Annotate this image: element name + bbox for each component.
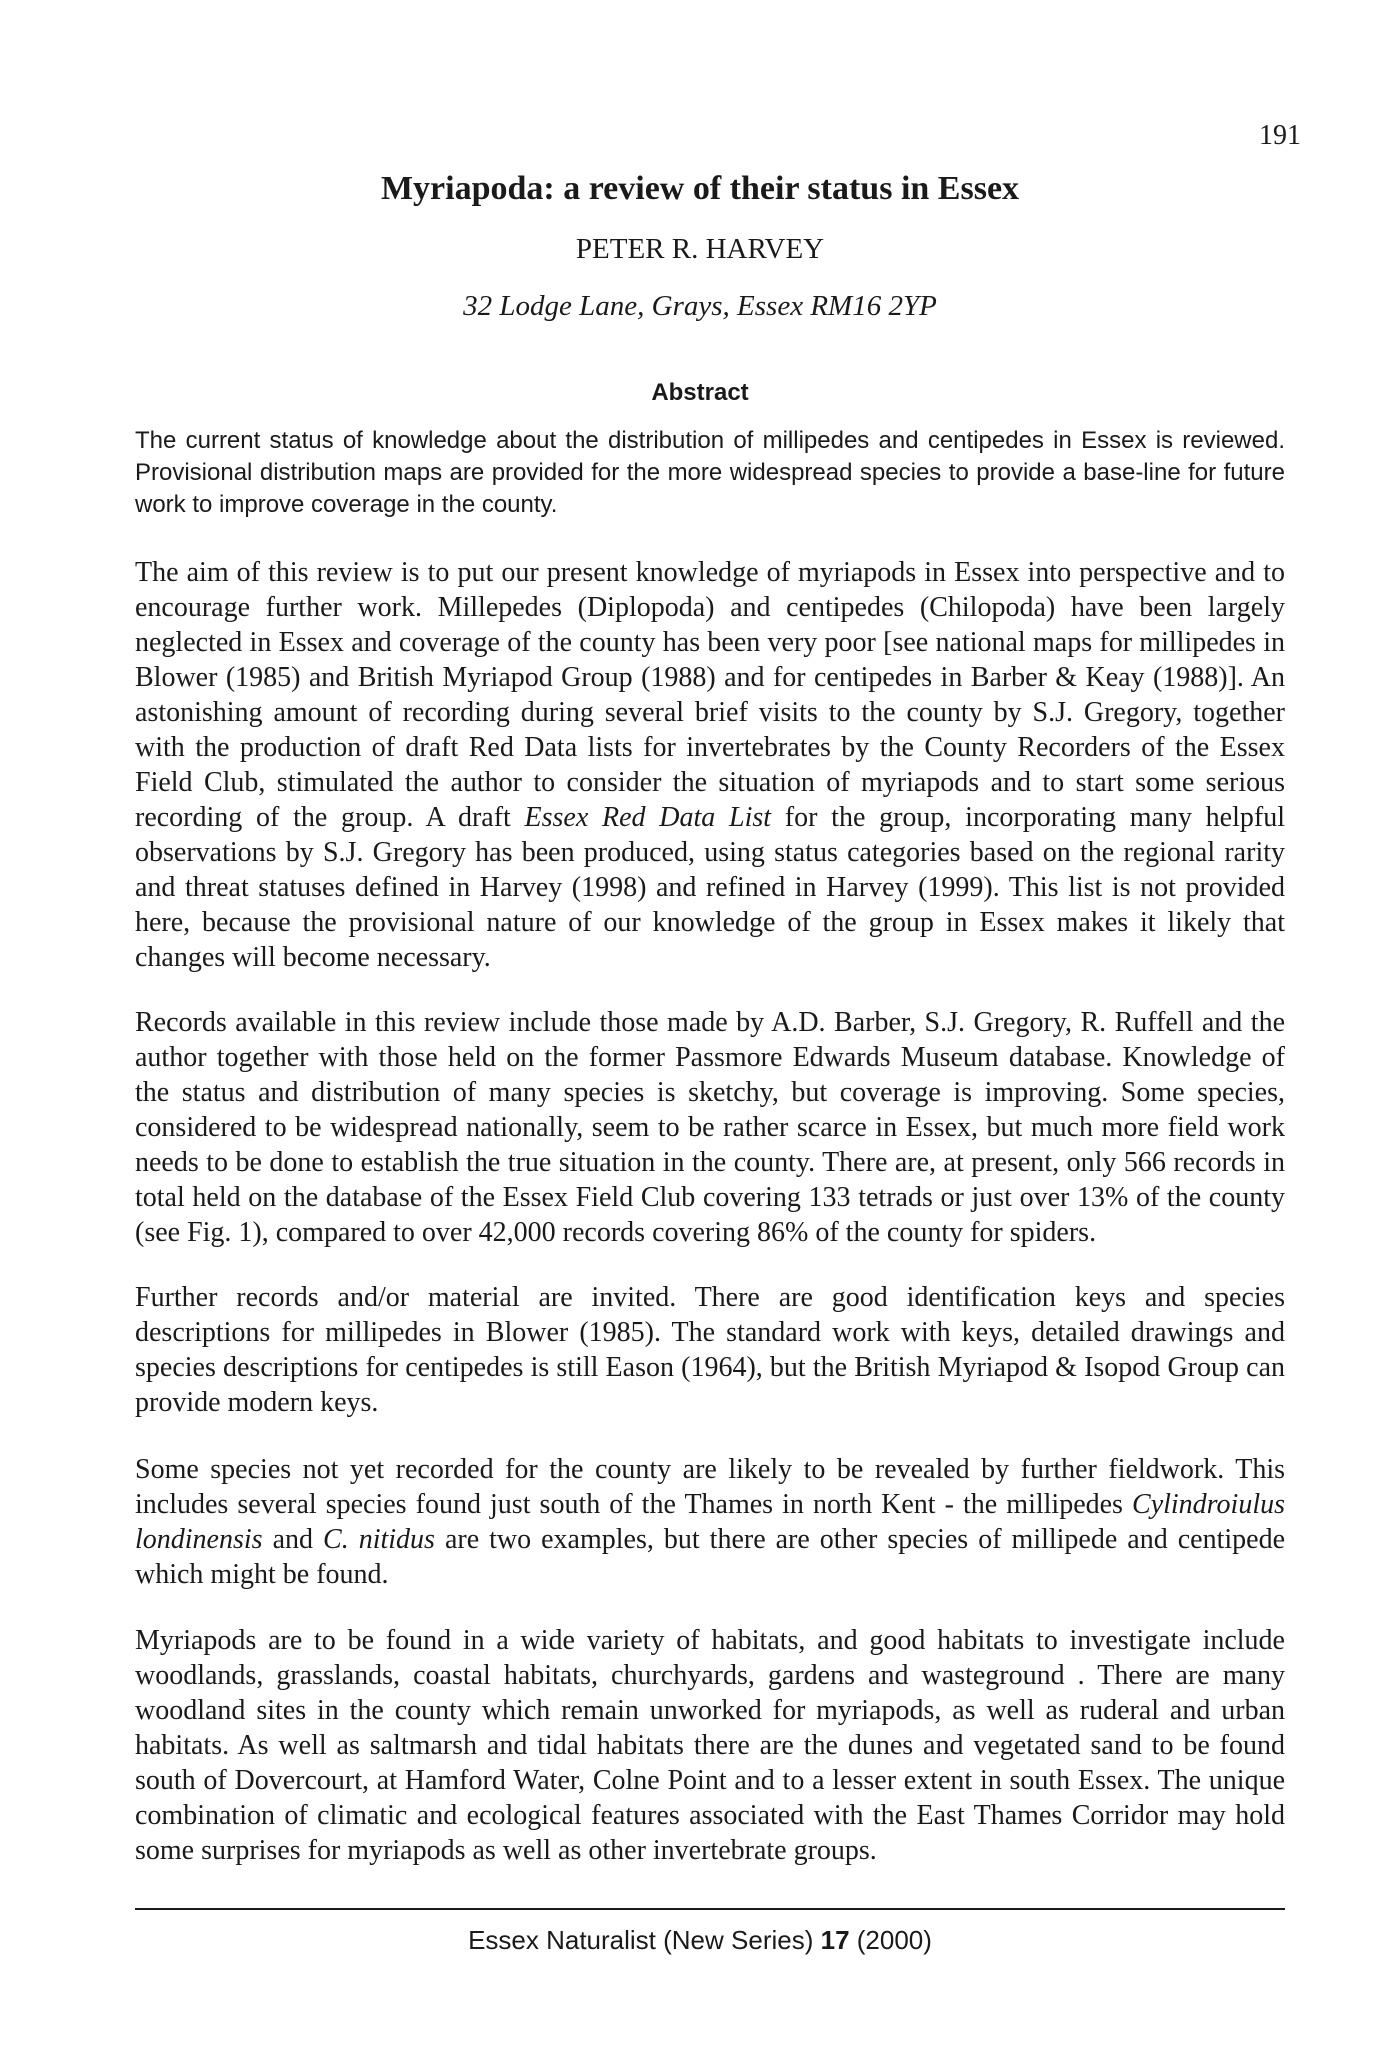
italic-title: Essex Red Data List [524,802,772,833]
abstract-heading: Abstract [651,379,749,406]
author-name: PETER R. HARVEY [575,233,825,265]
paragraph-text: and [262,1524,324,1555]
page-number: 191 [1259,120,1301,151]
author-address: 32 Lodge Lane, Grays, Essex RM16 2YP [463,290,937,322]
journal-year: (2000) [856,1925,932,1955]
body-paragraph-5: Myriapods are to be found in a wide variety of habitats, and good habitats to investigate include woodlands, grasslands, coastal habitats, churchyards, gardens and wasteground . There are many woodland sites in the county which remain unworked for myriapods, as well as ruderal and urban habitats. As well as saltmarsh and tidal habitats there are the dunes and vegetated sand to be found south of Dovercourt, at Hamford Water, Colne Point and to a lesser extent in south Essex. The unique combination of climatic and ecological features associated with the East Thames Corridor may hold some surprises for myriapods as well as other invertebrate groups. [135,1625,1285,1866]
species-name: Cylindroiulus londinensis [135,1489,1285,1555]
journal-name: Essex Naturalist (New Series) [468,1925,814,1955]
abstract-text: The current status of knowledge about the distribution of millipedes and centipedes in Essex is reviewed. Provisional distribution maps are provided for the more widespread species to provide a base-line for future work to improve coverage in the county. [135,427,1285,518]
body-paragraph-3: Further records and/or material are invited. There are good identification keys and species descriptions for millipedes in Blower (1985). The standard work with keys, detailed drawings and species descriptions for centipedes is still Eason (1964), but the British Myriapod & Isopod Group can provide modern keys. [135,1282,1285,1418]
species-name: C. nitidus [323,1524,435,1555]
paragraph-text: for the group, incorporating many helpful observations by S.J. Gregory has been produced, using status categories based on the regional rarity and threat statuses defined in Harvey (1998) and refined in Harvey (1999). This list is not provided here, because the provisional nature of our knowledge of the group in Essex makes it likely that changes will become necessary. [135,802,1285,973]
article-title: Myriapoda: a review of their status in Essex [380,170,1020,207]
body-paragraph-2: Records available in this review include those made by A.D. Barber, S.J. Gregory, R. Ruffell and the author together with those held on the former Passmore Edwards Museum database. Knowledge of the status and distribution of many species is sketchy, but coverage is improving. Some species, considered to be widespread nationally, seem to be rather scarce in Essex, but much more field work needs to be done to establish the true situation in the county. There are, at present, only 566 records in total held on the database of the Essex Field Club covering 133 tetrads or just over 13% of the county (see Fig. 1), compared to over 42,000 records covering 86% of the county for spiders. [135,1007,1285,1248]
journal-footer [0,1925,1400,1956]
footer-divider [135,1908,1285,1910]
paragraph-text: are two examples, but there are other species of millipede and centipede which might be found. [135,1524,1285,1590]
journal-volume: 17 [820,1925,850,1955]
paragraph-text: The aim of this review is to put our present knowledge of myriapods in Essex into perspective and to encourage further work. Millepedes (Diplopoda) and centipedes (Chilopoda) have been largely neglected in Essex and coverage of the county has been very poor [see national maps for millipedes in Blower (1985) and British Myriapod Group (1988) and for centipedes in Barber & Keay (1988)]. An astonishing amount of recording during several brief visits to the county by S.J. Gregory, together with the production of draft Red Data lists for invertebrates by the County Recorders of the Essex Field Club, stimulated the author to consider the situation of myriapods and to start some serious recording of the group. A draft [135,557,1285,833]
body-paragraph-4 [135,1452,1285,1592]
paragraph-text: Some species not yet recorded for the county are likely to be revealed by further fieldwork. This includes several species found just south of the Thames in north Kent - the millipedes [135,1454,1285,1520]
body-paragraph-1 [135,555,1285,975]
